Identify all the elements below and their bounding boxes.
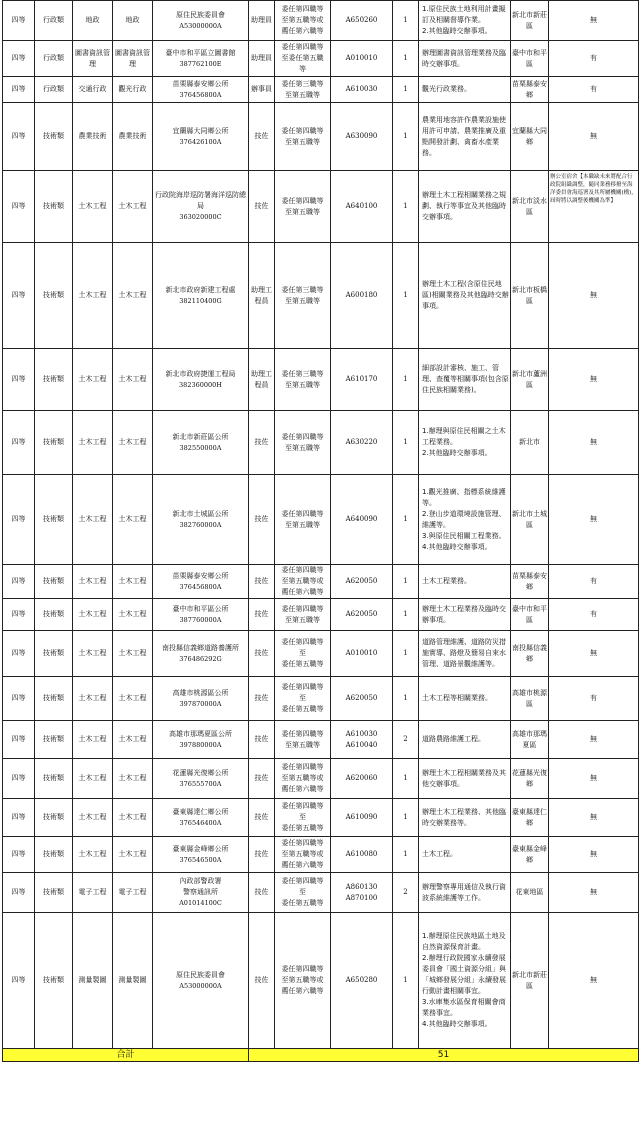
- agency-cell: [153, 41, 249, 77]
- category-cell: 行政類: [35, 1, 73, 41]
- agency-code: 397880000A: [179, 740, 222, 749]
- note-cell: 無: [549, 759, 639, 799]
- note-cell: 無: [549, 631, 639, 677]
- rank-cell: 委任第四職等 至第五職等: [275, 411, 331, 475]
- duty-cell: 1.辦理與原住民相關之土木工程業務。 2.其他臨時交辦事項。: [419, 411, 511, 475]
- agency-cell: [153, 913, 249, 1049]
- location-cell: 新北市蘆洲區: [511, 349, 549, 411]
- agency-name: 苗栗縣泰安鄉公所: [172, 79, 229, 88]
- note-cell: 無: [549, 349, 639, 411]
- location-cell: 臺東縣達仁鄉: [511, 799, 549, 837]
- location-cell: 高雄市桃源區: [511, 677, 549, 721]
- table-row: [3, 565, 639, 599]
- note-cell: 無: [549, 721, 639, 759]
- field-cell: 交通行政: [73, 77, 113, 103]
- location-cell: 新北市土城區: [511, 475, 549, 565]
- table-row: [3, 77, 639, 103]
- location-cell: 南投縣信義鄉: [511, 631, 549, 677]
- location-cell: 宜蘭縣大同鄉: [511, 103, 549, 171]
- table-row: [3, 1, 639, 41]
- agency-cell: [153, 103, 249, 171]
- subject-cell: 土木工程: [113, 475, 153, 565]
- position-code-cell: A610080: [331, 837, 393, 873]
- agency-name: 高雄市桃源區公所: [172, 688, 229, 697]
- rank-cell: 委任第四職等 至第五職等: [275, 599, 331, 631]
- title-cell: 技佐: [249, 565, 275, 599]
- grade-cell: 四等: [3, 799, 35, 837]
- duty-cell: 道路管理維護、道路防災措施實導、路燈及簡易自來水管理、道路景觀維護等。: [419, 631, 511, 677]
- count-cell: 1: [393, 677, 419, 721]
- field-cell: 土木工程: [73, 243, 113, 349]
- agency-name: 新北市政府捷運工程局: [165, 369, 236, 378]
- field-cell: 農業技術: [73, 103, 113, 171]
- table-row: [3, 721, 639, 759]
- subject-cell: 土木工程: [113, 565, 153, 599]
- agency-code: 376555700A: [179, 779, 222, 788]
- count-cell: 1: [393, 411, 419, 475]
- agency-name: 原住民族委員會: [176, 970, 225, 979]
- category-cell: 行政類: [35, 41, 73, 77]
- position-code-cell: A610090: [331, 799, 393, 837]
- note-cell: 無: [549, 243, 639, 349]
- agency-cell: [153, 837, 249, 873]
- note-cell: 無: [549, 1, 639, 41]
- field-cell: 圖書資訊管理: [73, 41, 113, 77]
- rank-cell: 委任第四職等 至 委任第五職等: [275, 631, 331, 677]
- duty-cell: 辦理土木工程相關業務及其他交辦事項。: [419, 759, 511, 799]
- agency-cell: [153, 77, 249, 103]
- title-cell: 技佐: [249, 677, 275, 721]
- subject-cell: 電子工程: [113, 873, 153, 913]
- agency-cell: [153, 721, 249, 759]
- location-cell: 花蓮縣光復鄉: [511, 759, 549, 799]
- count-cell: 1: [393, 759, 419, 799]
- duty-cell: 1.觀光推廣、指標系統維護等。 2.登山步道環境設施管理、維護等。 3.與原住民相關工程業務。 4.其他臨時交辦事項。: [419, 475, 511, 565]
- agency-name: 南投縣信義鄉道路養護所: [162, 643, 239, 652]
- subject-cell: 土木工程: [113, 799, 153, 837]
- grade-cell: 四等: [3, 349, 35, 411]
- title-cell: 助理工程員: [249, 349, 275, 411]
- category-cell: 行政類: [35, 77, 73, 103]
- note-cell: 有: [549, 565, 639, 599]
- agency-code: 376546400A: [179, 818, 222, 827]
- count-cell: 1: [393, 837, 419, 873]
- grade-cell: 四等: [3, 171, 35, 243]
- field-cell: 土木工程: [73, 759, 113, 799]
- count-cell: 2: [393, 873, 419, 913]
- note-cell: 無: [549, 475, 639, 565]
- duty-cell: 土木工程業務。: [419, 565, 511, 599]
- position-code-cell: A640090: [331, 475, 393, 565]
- title-cell: 技佐: [249, 103, 275, 171]
- agency-cell: [153, 475, 249, 565]
- subject-cell: 土木工程: [113, 411, 153, 475]
- note-cell: 有: [549, 41, 639, 77]
- grade-cell: 四等: [3, 77, 35, 103]
- note-cell: 無: [549, 837, 639, 873]
- grade-cell: 四等: [3, 1, 35, 41]
- title-cell: 助理員: [249, 1, 275, 41]
- agency-code: 382110400G: [179, 296, 222, 305]
- agency-name: 宜蘭縣大同鄉公所: [172, 126, 229, 135]
- subject-cell: 土木工程: [113, 721, 153, 759]
- count-cell: 1: [393, 565, 419, 599]
- grade-cell: 四等: [3, 565, 35, 599]
- field-cell: 土木工程: [73, 631, 113, 677]
- duty-cell: 土木工程等相關業務。: [419, 677, 511, 721]
- note-cell: 有: [549, 77, 639, 103]
- note-cell: 無: [549, 873, 639, 913]
- note-cell: 辦公室宿舍【本職缺未來將配合行政院組織調整，隨同業務移撥至海洋委員會海巡署及其所屬機關(構)，屆時將以調整後機關為準】: [549, 171, 639, 243]
- rank-cell: 委任第三職等 至第五職等: [275, 77, 331, 103]
- rank-cell: 委任第四職等 至第五職等或 薦任第六職等: [275, 759, 331, 799]
- category-cell: 技術類: [35, 475, 73, 565]
- category-cell: 技術類: [35, 565, 73, 599]
- rank-cell: 委任第四職等 至第五職等: [275, 171, 331, 243]
- field-cell: 土木工程: [73, 475, 113, 565]
- category-cell: 技術類: [35, 799, 73, 837]
- subject-cell: 土木工程: [113, 171, 153, 243]
- field-cell: 土木工程: [73, 349, 113, 411]
- table-row: [3, 475, 639, 565]
- position-code-cell: A620060: [331, 759, 393, 799]
- total-value: 51: [249, 1049, 639, 1062]
- table-row: [3, 243, 639, 349]
- field-cell: 電子工程: [73, 873, 113, 913]
- subject-cell: 土木工程: [113, 759, 153, 799]
- agency-cell: [153, 759, 249, 799]
- rank-cell: 委任第四職等 至第五職等或 薦任第六職等: [275, 565, 331, 599]
- duty-cell: 道路農路維護工程。: [419, 721, 511, 759]
- agency-cell: [153, 349, 249, 411]
- agency-name: 內政部警政署 警察通訊所: [179, 877, 222, 896]
- vacancy-table: [2, 0, 639, 1062]
- subject-cell: 農業技術: [113, 103, 153, 171]
- position-code-cell: A610030: [331, 77, 393, 103]
- title-cell: 技佐: [249, 759, 275, 799]
- duty-cell: 辦理土木工程業務及臨時交辦事項。: [419, 599, 511, 631]
- agency-cell: [153, 599, 249, 631]
- agency-cell: [153, 243, 249, 349]
- agency-code: 397870000A: [179, 699, 222, 708]
- agency-name: 原住民族委員會: [176, 10, 225, 19]
- field-cell: 土木工程: [73, 677, 113, 721]
- title-cell: 助理工程員: [249, 243, 275, 349]
- field-cell: 測量製圖: [73, 913, 113, 1049]
- agency-code: A01014100C: [179, 899, 222, 907]
- subject-cell: 圖書資訊管理: [113, 41, 153, 77]
- duty-cell: 觀光行政業務。: [419, 77, 511, 103]
- subject-cell: 土木工程: [113, 599, 153, 631]
- position-code-cell: A610030 A610040: [331, 721, 393, 759]
- rank-cell: 委任第三職等 至第五職等: [275, 349, 331, 411]
- title-cell: 技佐: [249, 799, 275, 837]
- field-cell: 土木工程: [73, 721, 113, 759]
- category-cell: 技術類: [35, 599, 73, 631]
- location-cell: 花東地區: [511, 873, 549, 913]
- agency-code: 376486292G: [179, 654, 222, 663]
- title-cell: 技佐: [249, 475, 275, 565]
- category-cell: 技術類: [35, 913, 73, 1049]
- field-cell: 土木工程: [73, 171, 113, 243]
- grade-cell: 四等: [3, 631, 35, 677]
- grade-cell: 四等: [3, 873, 35, 913]
- duty-cell: 1.辦理原住民族地區土地及自然資源保育計畫。 2.辦理行政院國家永續發展委員會「國土資源分組」與「城鄉發展分組」永續發展行動計畫相關事宜。 3.水庫集水區保育相關會商業務事宜。 4.其他臨時交辦事項。: [419, 913, 511, 1049]
- rank-cell: 委任第四職等 至第五職等或 薦任第六職等: [275, 1, 331, 41]
- category-cell: 技術類: [35, 243, 73, 349]
- table-row: [3, 837, 639, 873]
- count-cell: 1: [393, 1, 419, 41]
- note-cell: 有: [549, 677, 639, 721]
- category-cell: 技術類: [35, 631, 73, 677]
- count-cell: 1: [393, 171, 419, 243]
- subject-cell: 土木工程: [113, 837, 153, 873]
- agency-cell: [153, 631, 249, 677]
- position-code-cell: A620050: [331, 565, 393, 599]
- table-row: [3, 41, 639, 77]
- note-cell: 無: [549, 411, 639, 475]
- agency-code: 382550000A: [179, 443, 222, 452]
- subject-cell: 土木工程: [113, 243, 153, 349]
- grade-cell: 四等: [3, 411, 35, 475]
- agency-name: 臺中市和平區公所: [172, 604, 229, 613]
- grade-cell: 四等: [3, 599, 35, 631]
- agency-cell: [153, 799, 249, 837]
- category-cell: 技術類: [35, 103, 73, 171]
- category-cell: 技術類: [35, 721, 73, 759]
- category-cell: 技術類: [35, 677, 73, 721]
- note-cell: 無: [549, 103, 639, 171]
- agency-code: 376456800A: [179, 582, 222, 591]
- agency-code: 382760000A: [179, 520, 222, 529]
- location-cell: 新北市板橋區: [511, 243, 549, 349]
- agency-name: 臺中市和平區立圖書館: [165, 48, 236, 57]
- title-cell: 技佐: [249, 873, 275, 913]
- agency-cell: [153, 677, 249, 721]
- count-cell: 1: [393, 799, 419, 837]
- title-cell: 技佐: [249, 171, 275, 243]
- grade-cell: 四等: [3, 759, 35, 799]
- grade-cell: 四等: [3, 837, 35, 873]
- count-cell: 1: [393, 475, 419, 565]
- agency-code: A53000000A: [179, 21, 222, 30]
- location-cell: 苗栗縣泰安鄉: [511, 77, 549, 103]
- position-code-cell: A600180: [331, 243, 393, 349]
- title-cell: 技佐: [249, 631, 275, 677]
- position-code-cell: A010010: [331, 41, 393, 77]
- agency-name: 新北市政府新建工程處: [165, 285, 236, 294]
- count-cell: 1: [393, 41, 419, 77]
- count-cell: 1: [393, 349, 419, 411]
- rank-cell: 委任第四職等 至第五職等: [275, 475, 331, 565]
- position-code-cell: A630220: [331, 411, 393, 475]
- duty-cell: 1.原住民族土地利用計畫擬訂及相關督導作業。 2.其他臨時交辦事項。: [419, 1, 511, 41]
- rank-cell: 委任第四職等 至第五職等: [275, 721, 331, 759]
- position-code-cell: A650280: [331, 913, 393, 1049]
- agency-cell: [153, 171, 249, 243]
- agency-code: 376546500A: [179, 855, 222, 864]
- table-row: [3, 913, 639, 1049]
- title-cell: 技佐: [249, 721, 275, 759]
- grade-cell: 四等: [3, 41, 35, 77]
- total-row: [3, 1049, 639, 1062]
- agency-code: 376456800A: [179, 90, 222, 99]
- duty-cell: 細部設計審核、施工、管理、查覆等相關事項(包含原住民族相關業務)。: [419, 349, 511, 411]
- rank-cell: 委任第四職等 至第五職等或 薦任第六職等: [275, 837, 331, 873]
- location-cell: 高雄市那瑪夏區: [511, 721, 549, 759]
- note-cell: 無: [549, 799, 639, 837]
- position-code-cell: A650260: [331, 1, 393, 41]
- rank-cell: 委任第四職等 至第五職等: [275, 103, 331, 171]
- duty-cell: 辦理土木工程相關業務之規劃、執行等事宜及其他臨時交辦事項。: [419, 171, 511, 243]
- title-cell: 技佐: [249, 837, 275, 873]
- location-cell: 新北市新莊區: [511, 1, 549, 41]
- field-cell: 土木工程: [73, 411, 113, 475]
- title-cell: 助理員: [249, 41, 275, 77]
- duty-cell: 辦理圖書資訊管理業務及臨時交辦事項。: [419, 41, 511, 77]
- subject-cell: 土木工程: [113, 349, 153, 411]
- location-cell: 臺中市和平區: [511, 41, 549, 77]
- rank-cell: 委任第四職等 至 委任第五職等: [275, 677, 331, 721]
- agency-code: 387762100E: [179, 59, 222, 68]
- grade-cell: 四等: [3, 243, 35, 349]
- category-cell: 技術類: [35, 411, 73, 475]
- field-cell: 土木工程: [73, 565, 113, 599]
- table-row: [3, 631, 639, 677]
- agency-code: A53000000A: [179, 981, 222, 990]
- duty-cell: 農業用地容許作農業設施使用許可申請、農業推廣及重點開發計劃、禽畜水產業務。: [419, 103, 511, 171]
- rank-cell: 委任第四職等 至委任第五職 等: [275, 41, 331, 77]
- table-row: [3, 349, 639, 411]
- agency-cell: [153, 873, 249, 913]
- agency-name: 新北市新莊區公所: [172, 432, 229, 441]
- count-cell: 1: [393, 599, 419, 631]
- note-cell: 有: [549, 599, 639, 631]
- subject-cell: 地政: [113, 1, 153, 41]
- title-cell: 技佐: [249, 913, 275, 1049]
- subject-cell: 觀光行政: [113, 77, 153, 103]
- table-row: [3, 411, 639, 475]
- location-cell: 臺東縣金峰鄉: [511, 837, 549, 873]
- agency-code: 382360000H: [179, 380, 222, 389]
- category-cell: 技術類: [35, 759, 73, 799]
- subject-cell: 土木工程: [113, 631, 153, 677]
- rank-cell: 委任第三職等 至第五職等: [275, 243, 331, 349]
- table-row: [3, 759, 639, 799]
- agency-cell: [153, 411, 249, 475]
- count-cell: 1: [393, 103, 419, 171]
- title-cell: 技佐: [249, 411, 275, 475]
- agency-name: 新北市土城區公所: [172, 509, 229, 518]
- table-row: [3, 799, 639, 837]
- agency-name: 苗栗縣泰安鄉公所: [172, 571, 229, 580]
- position-code-cell: A640100: [331, 171, 393, 243]
- rank-cell: 委任第四職等 至 委任第五職等: [275, 873, 331, 913]
- category-cell: 技術類: [35, 349, 73, 411]
- agency-cell: [153, 565, 249, 599]
- agency-code: 363020000C: [179, 213, 222, 221]
- agency-name: 行政院海岸巡防署海洋巡防總局: [155, 191, 246, 210]
- agency-code: 376426100A: [179, 137, 222, 146]
- position-code-cell: A620050: [331, 599, 393, 631]
- category-cell: 技術類: [35, 837, 73, 873]
- count-cell: 1: [393, 913, 419, 1049]
- grade-cell: 四等: [3, 475, 35, 565]
- position-code-cell: A610170: [331, 349, 393, 411]
- grade-cell: 四等: [3, 677, 35, 721]
- rank-cell: 委任第四職等 至 委任第五職等: [275, 799, 331, 837]
- field-cell: 土木工程: [73, 799, 113, 837]
- agency-code: 387760000A: [179, 615, 222, 624]
- count-cell: 2: [393, 721, 419, 759]
- table-row: [3, 103, 639, 171]
- note-cell: 無: [549, 913, 639, 1049]
- table-row: [3, 599, 639, 631]
- field-cell: 土木工程: [73, 837, 113, 873]
- duty-cell: 辦理土木工程業務、其他臨時交辦業務等。: [419, 799, 511, 837]
- location-cell: 新北市淡水區: [511, 171, 549, 243]
- duty-cell: 辦理警察專用通信及執行資波系統維護等工作。: [419, 873, 511, 913]
- duty-cell: 土木工程。: [419, 837, 511, 873]
- count-cell: 1: [393, 631, 419, 677]
- duty-cell: 辦理土木工程(含原住民地區)相關業務及其他臨時交辦事項。: [419, 243, 511, 349]
- position-code-cell: A860130 A870100: [331, 873, 393, 913]
- agency-name: 高雄市那瑪夏區公所: [169, 729, 232, 738]
- grade-cell: 四等: [3, 103, 35, 171]
- field-cell: 地政: [73, 1, 113, 41]
- position-code-cell: A620050: [331, 677, 393, 721]
- location-cell: 臺中市和平區: [511, 599, 549, 631]
- table-row: [3, 171, 639, 243]
- title-cell: 技佐: [249, 599, 275, 631]
- total-label: 合計: [3, 1049, 249, 1062]
- agency-cell: [153, 1, 249, 41]
- table-row: [3, 873, 639, 913]
- agency-name: 花蓮縣光復鄉公所: [172, 768, 229, 777]
- location-cell: 新北市: [511, 411, 549, 475]
- grade-cell: 四等: [3, 721, 35, 759]
- location-cell: 苗栗縣泰安鄉: [511, 565, 549, 599]
- position-code-cell: A010010: [331, 631, 393, 677]
- subject-cell: 測量製圖: [113, 913, 153, 1049]
- subject-cell: 土木工程: [113, 677, 153, 721]
- field-cell: 土木工程: [73, 599, 113, 631]
- agency-name: 臺東縣達仁鄉公所: [172, 807, 229, 816]
- table-row: [3, 677, 639, 721]
- count-cell: 1: [393, 77, 419, 103]
- location-cell: 新北市新莊區: [511, 913, 549, 1049]
- category-cell: 技術類: [35, 873, 73, 913]
- category-cell: 技術類: [35, 171, 73, 243]
- position-code-cell: A630090: [331, 103, 393, 171]
- grade-cell: 四等: [3, 913, 35, 1049]
- agency-name: 臺東縣金峰鄉公所: [172, 844, 229, 853]
- rank-cell: 委任第四職等 至第五職等或 薦任第六職等: [275, 913, 331, 1049]
- title-cell: 辦事員: [249, 77, 275, 103]
- count-cell: 1: [393, 243, 419, 349]
